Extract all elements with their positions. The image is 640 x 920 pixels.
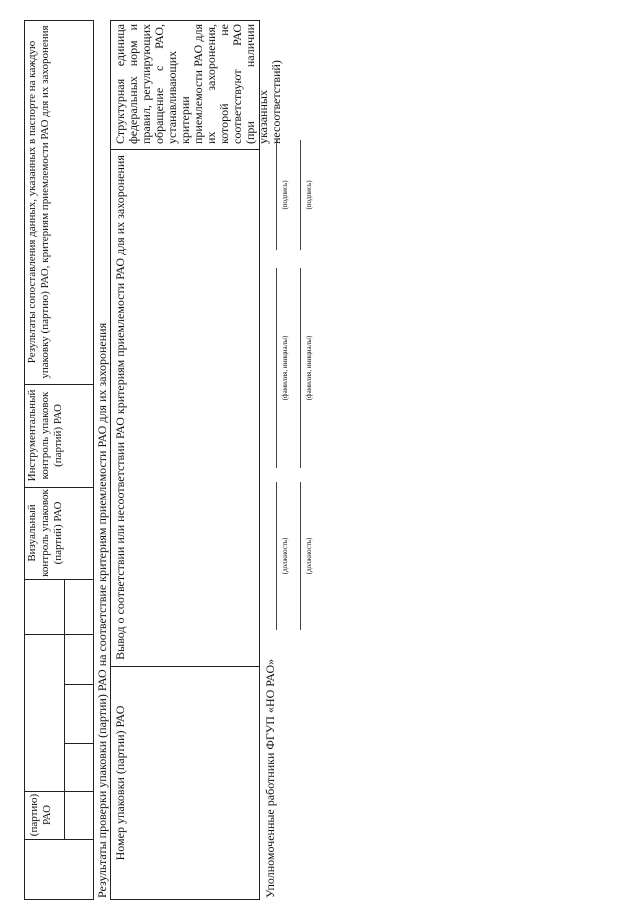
rotated-document [0,20,640,900]
position-blank-2[interactable] [300,482,301,630]
upper-col-divider-3 [64,743,94,744]
signature-caption-2: (подпись) [305,180,313,210]
upper-header-instrumental-control: Инструментальный контроль упаковок (партий) РАО [26,389,64,482]
results-header-batch-number: Номер упаковки (партии) РАО [113,705,127,861]
upper-col-divider-1 [24,839,94,840]
name-caption-2: (фамилия, инициалы) [305,335,313,401]
signature-caption-1: (подпись) [281,180,289,210]
upper-table-subheader-line [64,580,65,840]
upper-col-divider-6 [24,579,94,580]
position-caption-1: (должность) [281,537,289,575]
upper-header-visual-control: Визуальный контроль упаковок (партий) РАО [26,489,64,577]
upper-header-batch-rao: (партию) РАО [28,793,53,837]
name-blank-1[interactable] [276,268,277,468]
name-caption-1: (фамилия, инициалы) [281,335,289,401]
signature-title: Уполномоченные работники ФГУП «НО РАО» [263,658,277,898]
position-caption-2: (должность) [305,537,313,575]
results-header-conclusion: Вывод о соответствии или несоответствии РАО критериям приемлемости РАО для их захоронения [113,155,127,660]
results-col-divider-2 [110,149,260,150]
results-table [110,20,260,900]
position-blank-1[interactable] [276,482,277,630]
upper-header-comparison-results: Результаты сопоставления данных, указанных в паспорте на каждую упаковку (партию) РАО, критериям приемлемости РАО для их захоронения [26,25,51,379]
results-col-divider-1 [110,666,260,667]
upper-col-divider-4 [64,684,94,685]
signature-blank-2[interactable] [300,140,301,250]
name-blank-2[interactable] [300,268,301,468]
section-title: Результаты проверки упаковки (партии) РАО на соответствие критериям приемлемости РАО для их захоронения [95,322,109,898]
signature-blank-1[interactable] [276,140,277,250]
results-header-responsible-unit: Структурная единица федеральных норм и правил, регулирующих обращение с РАО, устанавливающих критерии приемлемости РАО для их захоронения, которой не соответствуют РАО (при наличии указанных несоответствий) [113,24,283,144]
upper-col-divider-5 [24,634,94,635]
